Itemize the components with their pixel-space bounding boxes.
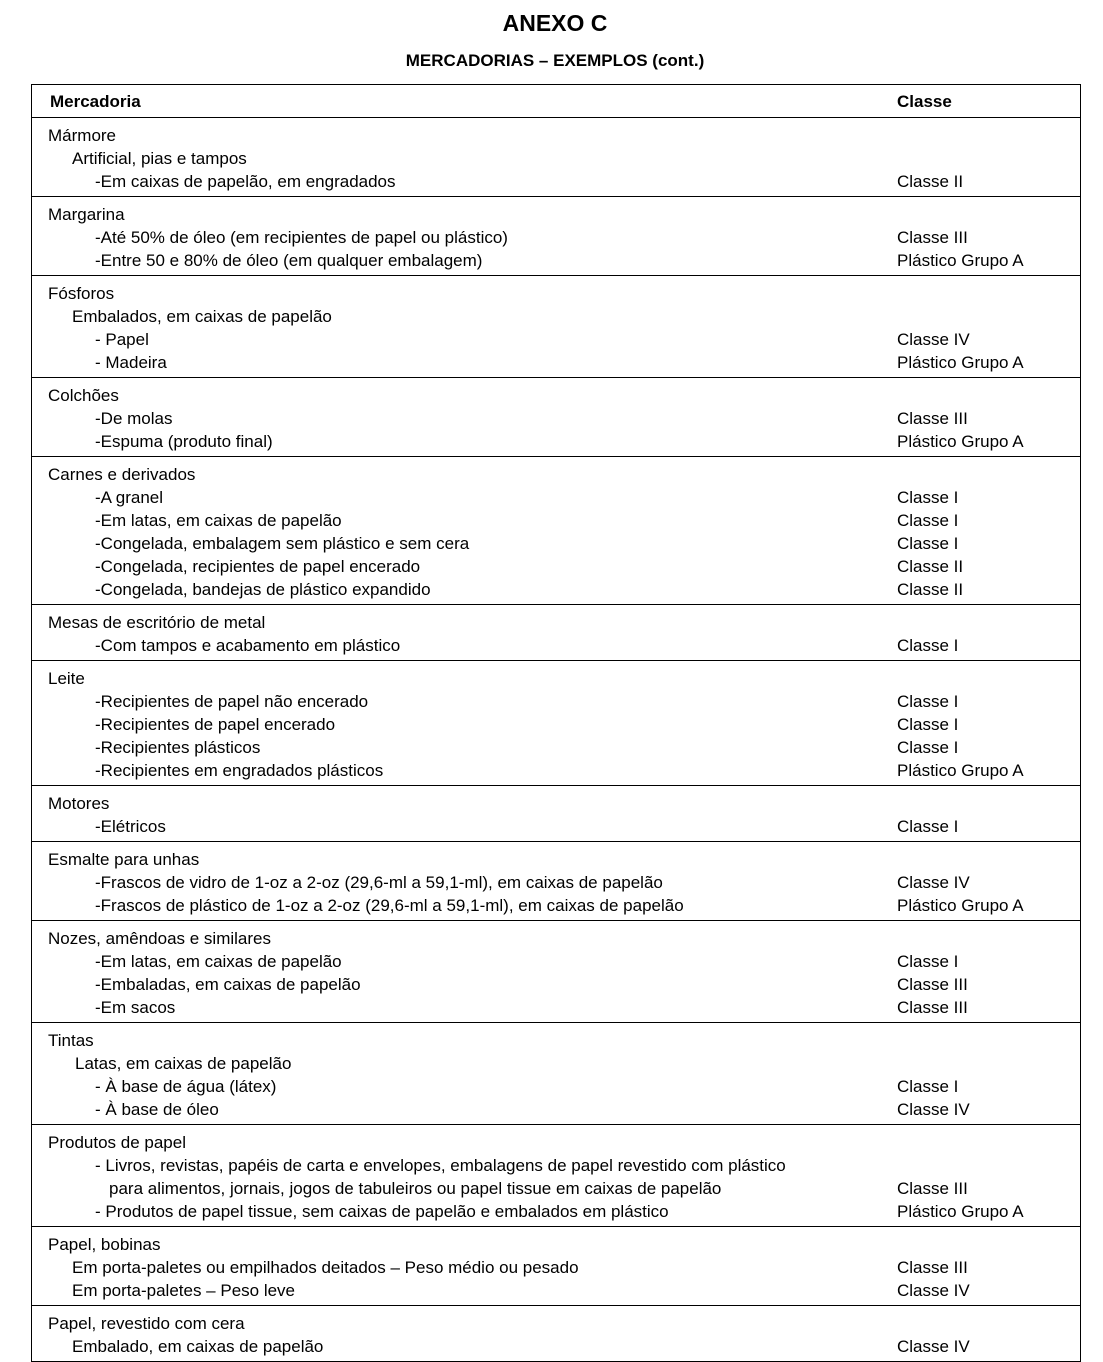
mercadoria-cell: -Recipientes em engradados plásticos <box>95 761 384 780</box>
classe-cell: Classe I <box>897 636 959 655</box>
mercadoria-cell: -A granel <box>95 488 164 507</box>
table-row <box>32 950 1080 973</box>
mercadoria-cell: Margarina <box>48 205 125 224</box>
table-group <box>32 457 1080 605</box>
table-row <box>32 226 1080 249</box>
header-classe: Classe <box>897 92 952 111</box>
table-row <box>32 124 1080 147</box>
mercadoria-cell: Fósforos <box>48 284 115 303</box>
mercadoria-cell: para alimentos, jornais, jogos de tabuleiros ou papel tissue em caixas de papelão <box>109 1179 722 1198</box>
mercadoria-cell: -Em sacos <box>95 998 176 1017</box>
classe-cell: Classe I <box>897 715 959 734</box>
table-row <box>32 555 1080 578</box>
mercadoria-cell: -Frascos de vidro de 1-oz a 2-oz (29,6-ml a 59,1-ml), em caixas de papelão <box>95 873 663 892</box>
classe-cell: Classe I <box>897 511 959 530</box>
classe-cell: Classe II <box>897 580 964 599</box>
table-row <box>32 848 1080 871</box>
table-row <box>32 509 1080 532</box>
table-row <box>32 611 1080 634</box>
table-row <box>32 170 1080 193</box>
mercadoria-cell: - À base de óleo <box>95 1100 219 1119</box>
mercadoria-cell: -Entre 50 e 80% de óleo (em qualquer embalagem) <box>95 251 483 270</box>
table-row <box>32 1256 1080 1279</box>
table-row <box>32 690 1080 713</box>
classe-cell: Plástico Grupo A <box>897 761 1024 780</box>
table-row <box>32 203 1080 226</box>
mercadoria-cell: -Em latas, em caixas de papelão <box>95 952 342 971</box>
mercadoria-cell: -Congelada, recipientes de papel encerado <box>95 557 421 576</box>
table-row <box>32 634 1080 657</box>
classe-cell: Plástico Grupo A <box>897 896 1024 915</box>
classe-cell: Classe IV <box>897 330 970 349</box>
mercadoria-cell: - Livros, revistas, papéis de carta e envelopes, embalagens de papel revestido com plástico <box>95 1156 786 1175</box>
classe-cell: Classe III <box>897 975 968 994</box>
table-row <box>32 578 1080 601</box>
mercadoria-cell: Embalado, em caixas de papelão <box>72 1337 324 1356</box>
classe-cell: Classe I <box>897 488 959 507</box>
classe-cell: Classe II <box>897 557 964 576</box>
classe-cell: Classe IV <box>897 1337 970 1356</box>
mercadoria-cell: Nozes, amêndoas e similares <box>48 929 271 948</box>
table-row <box>32 1233 1080 1256</box>
table-group <box>32 276 1080 378</box>
page-title: ANEXO C <box>502 10 608 36</box>
table-row <box>32 736 1080 759</box>
mercadoria-cell: Embalados, em caixas de papelão <box>72 307 332 326</box>
classe-cell: Classe I <box>897 534 959 553</box>
mercadoria-cell: -Frascos de plástico de 1-oz a 2-oz (29,6-ml a 59,1-ml), em caixas de papelão <box>95 896 684 915</box>
table-group <box>32 197 1080 276</box>
classe-cell: Classe I <box>897 1077 959 1096</box>
table-row <box>32 430 1080 453</box>
mercadoria-cell: - Produtos de papel tissue, sem caixas de papelão e embalados em plástico <box>95 1202 669 1221</box>
table-row <box>32 351 1080 374</box>
classe-cell: Classe III <box>897 1258 968 1277</box>
mercadoria-cell: - Madeira <box>95 353 167 372</box>
table-row <box>32 282 1080 305</box>
table-row <box>32 815 1080 838</box>
table-row <box>32 871 1080 894</box>
table-row <box>32 1075 1080 1098</box>
mercadoria-cell: Produtos de papel <box>48 1133 186 1152</box>
table-row <box>32 147 1080 170</box>
classe-cell: Classe III <box>897 228 968 247</box>
table-row <box>32 1154 1080 1177</box>
goods-table <box>31 84 1081 1362</box>
table-row <box>32 759 1080 782</box>
table-row <box>32 305 1080 328</box>
table-row <box>32 1098 1080 1121</box>
mercadoria-cell: -Recipientes plásticos <box>95 738 261 757</box>
mercadoria-cell: Mármore <box>48 126 117 145</box>
mercadoria-cell: Papel, bobinas <box>48 1235 161 1254</box>
table-row <box>32 927 1080 950</box>
mercadoria-cell: -Espuma (produto final) <box>95 432 273 451</box>
mercadoria-cell: Carnes e derivados <box>48 465 196 484</box>
table-row <box>32 463 1080 486</box>
mercadoria-cell: -De molas <box>95 409 173 428</box>
mercadoria-cell: -Em caixas de papelão, em engradados <box>95 172 396 191</box>
table-row <box>32 384 1080 407</box>
mercadoria-cell: -Recipientes de papel encerado <box>95 715 336 734</box>
table-group <box>32 605 1080 661</box>
classe-cell: Classe III <box>897 1179 968 1198</box>
table-group <box>32 1125 1080 1227</box>
mercadoria-cell: Tintas <box>48 1031 94 1050</box>
table-row <box>32 1029 1080 1052</box>
table-row <box>32 328 1080 351</box>
table-row <box>32 792 1080 815</box>
table-row <box>32 1312 1080 1335</box>
mercadoria-cell: Motores <box>48 794 110 813</box>
table-row <box>32 1177 1080 1200</box>
mercadoria-cell: - À base de água (látex) <box>95 1077 277 1096</box>
table-row <box>32 1200 1080 1223</box>
classe-cell: Plástico Grupo A <box>897 432 1024 451</box>
mercadoria-cell: - Papel <box>95 330 149 349</box>
table-row <box>32 973 1080 996</box>
table-group <box>32 1023 1080 1125</box>
mercadoria-cell: -Congelada, bandejas de plástico expandido <box>95 580 431 599</box>
mercadoria-cell: -Com tampos e acabamento em plástico <box>95 636 401 655</box>
classe-cell: Classe II <box>897 172 964 191</box>
table-group <box>32 1227 1080 1306</box>
classe-cell: Classe IV <box>897 1100 970 1119</box>
table-group <box>32 378 1080 457</box>
mercadoria-cell: Latas, em caixas de papelão <box>75 1054 292 1073</box>
classe-cell: Classe I <box>897 692 959 711</box>
table-group <box>32 921 1080 1023</box>
classe-cell: Classe IV <box>897 1281 970 1300</box>
classe-cell: Classe I <box>897 738 959 757</box>
mercadoria-cell: -Congelada, embalagem sem plástico e sem cera <box>95 534 470 553</box>
classe-cell: Plástico Grupo A <box>897 353 1024 372</box>
table-group <box>32 786 1080 842</box>
table-row <box>32 1052 1080 1075</box>
table-row <box>32 667 1080 690</box>
table-row <box>32 894 1080 917</box>
classe-cell: Classe I <box>897 817 959 836</box>
mercadoria-cell: -Em latas, em caixas de papelão <box>95 511 342 530</box>
mercadoria-cell: -Elétricos <box>95 817 166 836</box>
table-group <box>32 1306 1080 1361</box>
classe-cell: Classe III <box>897 409 968 428</box>
mercadoria-cell: Artificial, pias e tampos <box>72 149 247 168</box>
table-group <box>32 842 1080 921</box>
classe-cell: Classe III <box>897 998 968 1017</box>
mercadoria-cell: Papel, revestido com cera <box>48 1314 245 1333</box>
classe-cell: Plástico Grupo A <box>897 251 1024 270</box>
table-header <box>32 85 1080 118</box>
table-body <box>32 118 1080 1361</box>
table-row <box>32 1279 1080 1302</box>
mercadoria-cell: Em porta-paletes – Peso leve <box>72 1281 296 1300</box>
mercadoria-cell: Esmalte para unhas <box>48 850 200 869</box>
mercadoria-cell: -Recipientes de papel não encerado <box>95 692 369 711</box>
classe-cell: Classe IV <box>897 873 970 892</box>
classe-cell: Classe I <box>897 952 959 971</box>
table-row <box>32 249 1080 272</box>
table-row <box>32 1131 1080 1154</box>
table-group <box>32 118 1080 197</box>
classe-cell: Plástico Grupo A <box>897 1202 1024 1221</box>
header-mercadoria: Mercadoria <box>50 92 141 111</box>
mercadoria-cell: Mesas de escritório de metal <box>48 613 266 632</box>
mercadoria-cell: -Até 50% de óleo (em recipientes de papel ou plástico) <box>95 228 508 247</box>
table-row <box>32 532 1080 555</box>
table-row <box>32 486 1080 509</box>
table-row <box>32 713 1080 736</box>
table-group <box>32 661 1080 786</box>
mercadoria-cell: Leite <box>48 669 85 688</box>
table-row <box>32 1335 1080 1358</box>
mercadoria-cell: -Embaladas, em caixas de papelão <box>95 975 361 994</box>
mercadoria-cell: Em porta-paletes ou empilhados deitados – Peso médio ou pesado <box>72 1258 579 1277</box>
table-row <box>32 407 1080 430</box>
mercadoria-cell: Colchões <box>48 386 119 405</box>
table-row <box>32 996 1080 1019</box>
page-subtitle: MERCADORIAS – EXEMPLOS (cont.) <box>405 51 705 70</box>
